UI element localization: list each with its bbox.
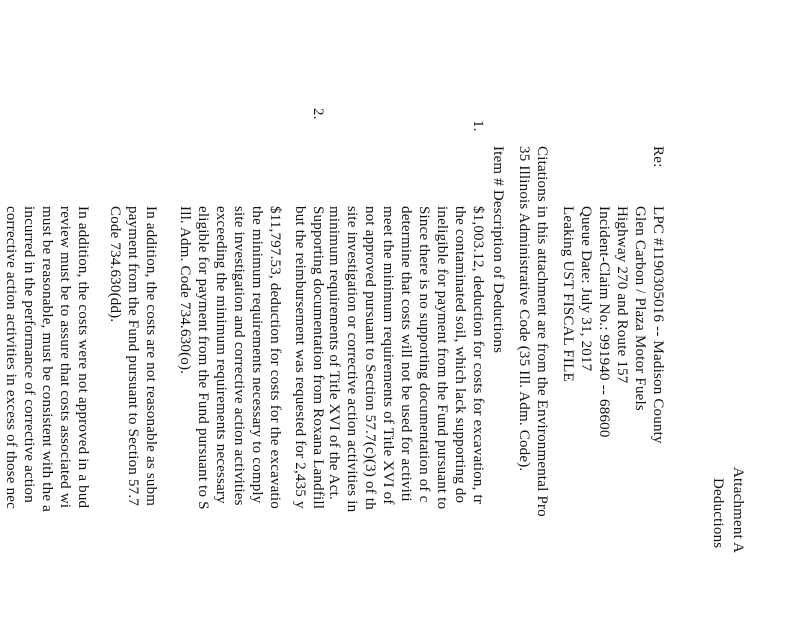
attachment-title: Attachment A: [730, 467, 746, 554]
table-header: Item # Description of Deductions: [490, 146, 506, 354]
item-line: $11,797.53, deduction for costs for the excavatio: [267, 206, 283, 509]
item-line: must be reasonable, must be consistent with the a: [39, 206, 55, 512]
re-line: Queue Date: July 31, 2017: [578, 206, 594, 372]
item-line: eligible for payment from the Fund pursuant to S: [195, 206, 211, 510]
item-line: Ill. Adm. Code 734.630(o).: [177, 206, 193, 375]
citation-line: Citations in this attachment are from the Environmental Pro: [534, 146, 550, 517]
item-line: not approved pursuant to Section 57.7(c)(3) of th: [362, 206, 378, 510]
item-line: meet the minimum requirements of Title XVI of: [380, 206, 396, 505]
item-line: site investigation or corrective action activities in: [344, 206, 360, 513]
re-line: Highway 270 and Route 157: [614, 206, 630, 384]
item-line: Supporting documentation from Roxana Landfill: [310, 206, 326, 510]
re-line: Leaking UST FISCAL FILE: [560, 206, 576, 382]
item-line: payment from the Fund pursuant to Section 57.7: [125, 206, 141, 506]
item-number: 2.: [310, 108, 326, 120]
item-line: the minimum requirements necessary to comply: [249, 206, 265, 504]
item-line: $1,003.12, deduction for costs for excavation, tr: [470, 206, 486, 505]
re-line: Glen Carbon / Plaza Motor Fuels: [632, 206, 648, 411]
item-line: ineligible for payment from the Fund pursuant to: [434, 206, 450, 510]
item-line: minimum requirements of Title XVI of the Act.: [326, 206, 342, 500]
item-line: corrective action activities in excess of those nec: [3, 206, 19, 509]
item-line: exceeding the minimum requirements necessary: [213, 206, 229, 504]
item-line: but the reimbursement was requested for 2,435 y: [292, 206, 308, 509]
re-label: Re:: [650, 146, 666, 168]
item-line: In addition, the costs are not reasonable as subm: [143, 206, 159, 507]
item-line: incurred in the performance of corrective action: [21, 206, 37, 503]
item-line: review must be to assure that costs associated wi: [57, 206, 73, 509]
attachment-subtitle: Deductions: [710, 478, 726, 549]
item-line: In addition, the costs were not approved in a bud: [75, 206, 91, 509]
item-line: Since there is no supporting documentation of c: [416, 206, 432, 503]
item-number: 1.: [470, 120, 486, 132]
item-line: site investigation and corrective action activities: [231, 206, 247, 506]
item-line: Code 734.630(dd).: [107, 206, 123, 323]
citation-line: 35 Illinois Administrative Code (35 Ill. Adm. Code).: [516, 146, 532, 472]
re-line: Incident-Claim No.: 991940 -- 68600: [596, 206, 612, 438]
item-line: determine that costs will not be used for activiti: [398, 206, 414, 502]
re-line: LPC #1190305016 -- Madison County: [650, 206, 666, 444]
item-line: the contaminated soil, which lack supporting do: [452, 206, 468, 504]
